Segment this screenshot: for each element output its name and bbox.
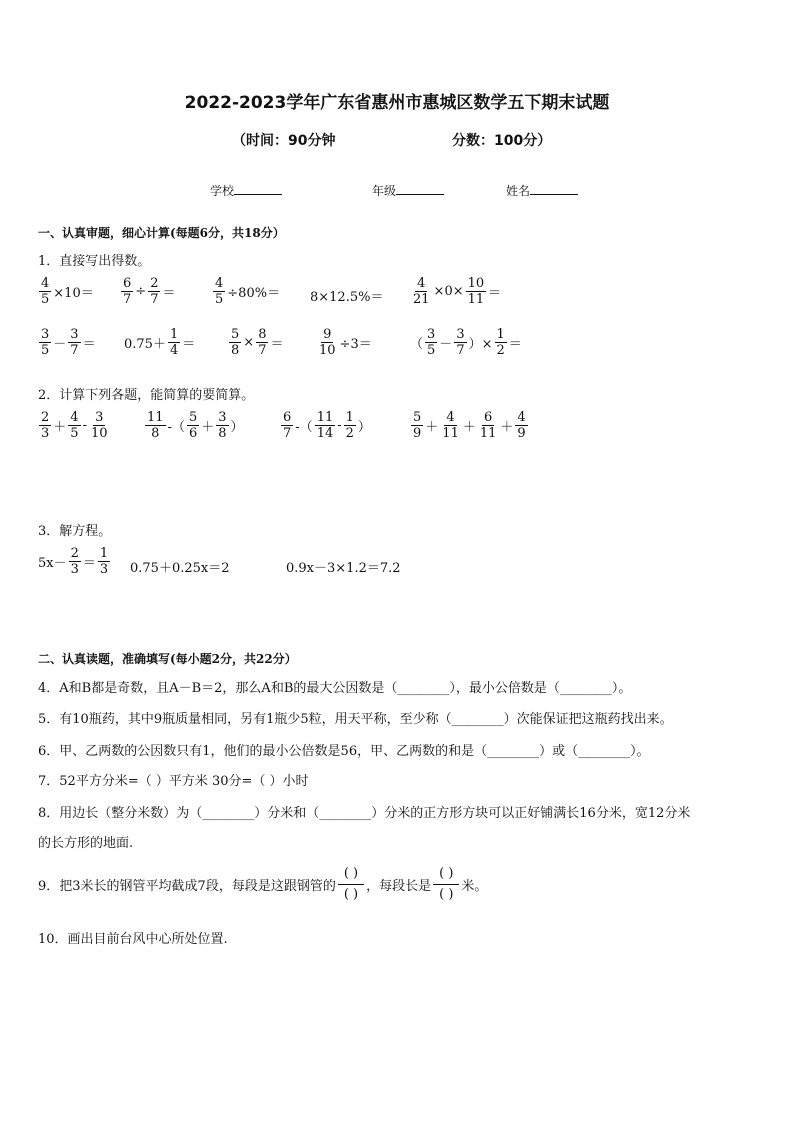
- equation-2: 0.75＋0.25x＝2: [130, 561, 230, 576]
- question-8-line1: 8．用边长（整分米数）为（________）分米和（________）分米的正方形方块可以正好铺满长16分米，宽12分米: [38, 806, 691, 821]
- page-title: 2022-2023学年广东省惠州市惠城区数学五下期末试题: [184, 93, 610, 113]
- calc-2-1: $\frac{3}{5}$ － $\frac{3}{7}$ ＝: [41, 327, 96, 358]
- question-1: 1．直接写出得数。: [38, 254, 151, 269]
- calc-2-5: （ $\frac{3}{5}$ － $\frac{3}{7}$ ）× $\frac{1}{2}$ ＝: [410, 327, 522, 358]
- grade-field[interactable]: 年级: [372, 182, 444, 199]
- equation-3: 0.9x－3×1.2＝7.2: [286, 561, 401, 576]
- calc-3-4: $\frac{5}{9}$ ＋ $\frac{4}{11}$ ＋ $\frac{6}{11}$ ＋ $\frac{4}{9}$: [413, 410, 526, 441]
- question-9: 9．把3米长的钢管平均截成7段，每段是这跟钢管的 ( ) ( ) ，每段长是 ( ) ( ) 米。: [38, 864, 487, 905]
- fraction-blank-1[interactable]: ( ) ( ): [338, 864, 364, 905]
- calc-3-2: $\frac{11}{8}$ -（ $\frac{5}{6}$ ＋ $\frac{3}{8}$ ）: [147, 410, 244, 441]
- question-8-line2: 的长方形的地面.: [38, 836, 134, 851]
- exam-time: （时间：90分钟: [232, 133, 336, 149]
- calc-3-1: $\frac{2}{3}$ ＋ $\frac{4}{5}$ - $\frac{3}{10}$: [41, 410, 108, 441]
- question-10: 10．画出目前台风中心所处位置.: [38, 932, 228, 947]
- calc-1-2: $\frac{6}{7}$ ÷ $\frac{2}{7}$ ＝: [123, 276, 176, 307]
- calc-2-2: 0.75＋ $\frac{1}{4}$ ＝: [124, 327, 196, 358]
- section-2-heading: 二、认真读题，准确填写(每小题2分，共22分）: [38, 652, 297, 666]
- question-7: 7．52平方分米=（ ）平方米 30分=（ ）小时: [38, 774, 309, 789]
- calc-1-1: $\frac{4}{5}$ ×10＝: [41, 276, 94, 307]
- question-2: 2．计算下列各题，能简算的要简算。: [38, 388, 255, 403]
- exam-score: 分数：100分）: [452, 133, 552, 149]
- school-field[interactable]: 学校: [210, 182, 282, 199]
- calc-2-4: $\frac{9}{10}$ ÷3＝: [319, 327, 372, 358]
- equation-1: 5x－ $\frac{2}{3}$ ＝ $\frac{1}{3}$: [38, 546, 109, 577]
- fraction-blank-2[interactable]: ( ) ( ): [433, 864, 459, 905]
- calc-1-4: 8×12.5%＝: [310, 290, 384, 305]
- question-3: 3．解方程。: [38, 524, 112, 539]
- question-5: 5．有10瓶药，其中9瓶质量相同，另有1瓶少5粒，用天平称，至少称（________）次能保证把这瓶药找出来。: [38, 712, 673, 727]
- section-1-heading: 一、认真审题，细心计算(每题6分，共18分）: [38, 226, 285, 240]
- calc-1-3: $\frac{4}{5}$ ÷80%＝: [215, 276, 281, 307]
- name-field[interactable]: 姓名: [506, 182, 578, 199]
- calc-2-3: $\frac{5}{8}$ × $\frac{8}{7}$ ＝: [231, 327, 284, 358]
- calc-1-5: $\frac{4}{21}$ ×0× $\frac{10}{11}$ ＝: [413, 276, 502, 307]
- question-6: 6．甲、乙两数的公因数只有1，他们的最小公倍数是56，甲、乙两数的和是（________）或（________）。: [38, 744, 650, 759]
- question-4: 4．A和B都是奇数，且A－B＝2，那么A和B的最大公因数是（________），最小公倍数是（________）。: [38, 681, 632, 696]
- calc-3-3: $\frac{6}{7}$ -（ $\frac{11}{14}$ - $\frac{1}{2}$ ）: [283, 410, 371, 441]
